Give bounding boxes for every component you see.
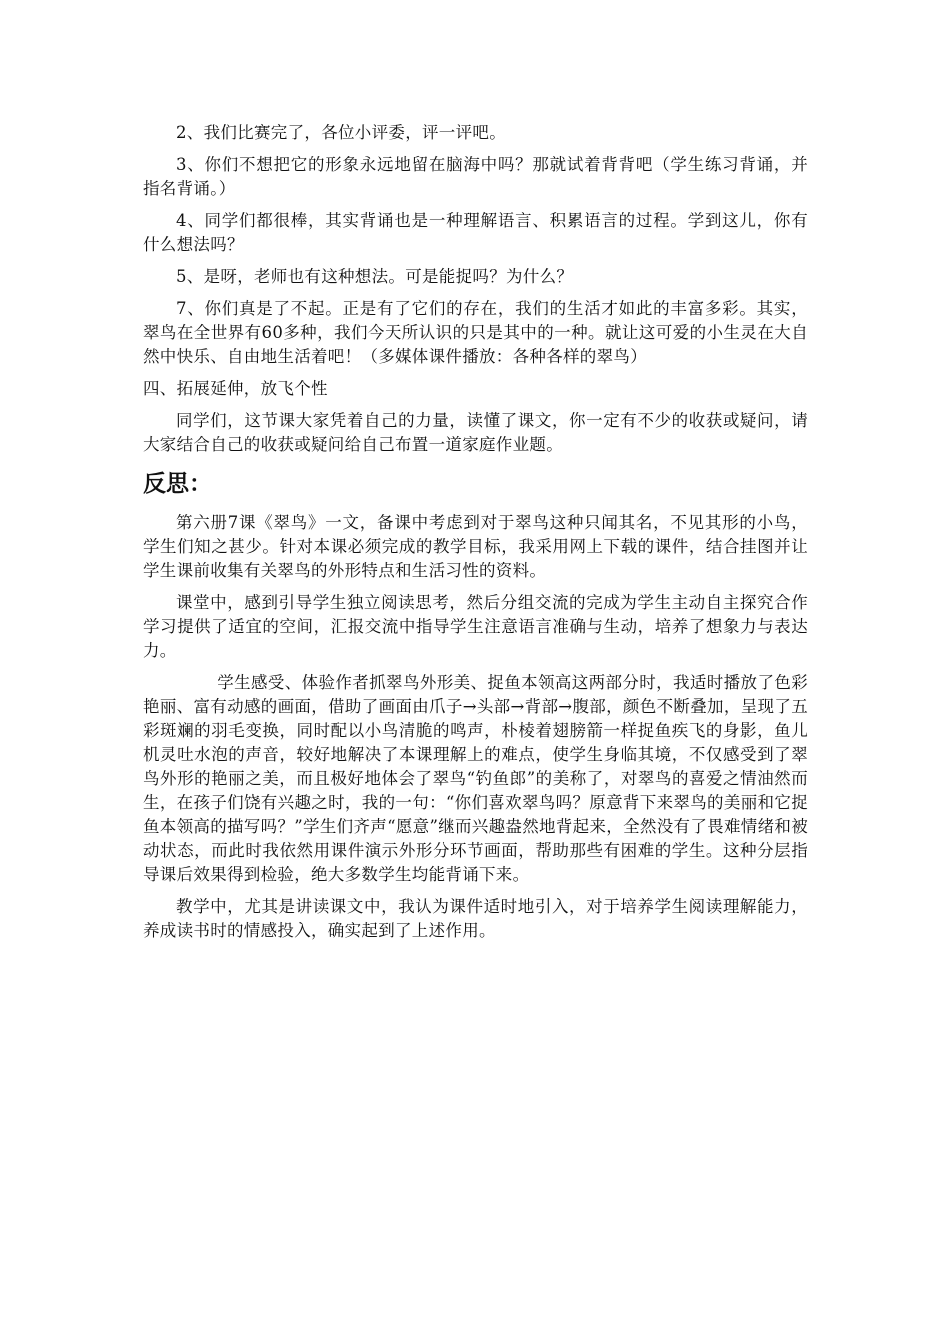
section-four-heading: 四、拓展延伸，放飞个性: [143, 379, 328, 398]
paragraph-2: 2、我们比赛完了，各位小评委，评一评吧。: [176, 123, 506, 142]
reflection-paragraph-3: 学生感受、体验作者抓翠鸟外形美、捉鱼本领高这两部分时，我适时播放了色彩艳丽、富有动感的画面，借助了画面由爪子→头部→背部→腹部，颜色不断叠加，呈现了五彩斑斓的羽毛变换，同时配以小鸟清脆的鸣声，朴棱着翅膀箭一样捉鱼疾飞的身影，鱼儿机灵吐水泡的声音，较好地解决了本课理解上的难点，使学生身临其境，不仅感受到了翠鸟外形的艳丽之美，而且极好地体会了翠鸟“钓鱼郎”的美称了，对翠鸟的喜爱之情油然而生，在孩子们饶有兴趣之时，我的一句：“你们喜欢翠鸟吗？原意背下来翠鸟的美丽和它捉鱼本领高的描写吗？”学生们齐声“愿意”继而兴趣盎然地背起来，全然没有了畏难情绪和被动状态，而此时我依然用课件演示外形分环节画面，帮助那些有困难的学生。这种分层指导课后效果得到检验，绝大多数学生均能背诵下来。: [143, 673, 808, 884]
reflection-title: 反思：: [143, 471, 212, 497]
reflection-paragraph-2: 课堂中，感到引导学生独立阅读思考，然后分组交流的完成为学生主动自主探究合作学习提供了适宜的空间，汇报交流中指导学生注意语言准确与生动，培养了想象力与表达力。: [143, 593, 808, 660]
paragraph-5: 5、是呀，老师也有这种想法。可是能捉吗？为什么？: [176, 267, 574, 286]
paragraph-3: 3、你们不想把它的形象永远地留在脑海中吗？那就试着背背吧（学生练习背诵，并指名背诵。）: [143, 155, 808, 198]
section-four-body: 同学们，这节课大家凭着自己的力量，读懂了课文，你一定有不少的收获或疑问，请大家结合自己的收获或疑问给自己布置一道家庭作业题。: [143, 411, 808, 454]
document-page: [143, 121, 808, 951]
reflection-paragraph-1: 第六册7课《翠鸟》一文，备课中考虑到对于翠鸟这种只闻其名，不见其形的小鸟，学生们知之甚少。针对本课必须完成的教学目标，我采用网上下载的课件，结合挂图并让学生课前收集有关翠鸟的外形特点和生活习性的资料。: [143, 513, 808, 580]
reflection-paragraph-4: 教学中，尤其是讲读课文中，我认为课件适时地引入，对于培养学生阅读理解能力，养成读书时的情感投入，确实起到了上述作用。: [143, 897, 808, 940]
paragraph-7: 7、你们真是了不起。正是有了它们的存在，我们的生活才如此的丰富多彩。其实，翠鸟在全世界有60多种，我们今天所认识的只是其中的一种。就让这可爱的小生灵在大自然中快乐、自由地生活着吧！（多媒体课件播放：各种各样的翠鸟）: [143, 299, 808, 366]
paragraph-4: 4、同学们都很棒，其实背诵也是一种理解语言、积累语言的过程。学到这儿，你有什么想法吗？: [143, 211, 808, 254]
